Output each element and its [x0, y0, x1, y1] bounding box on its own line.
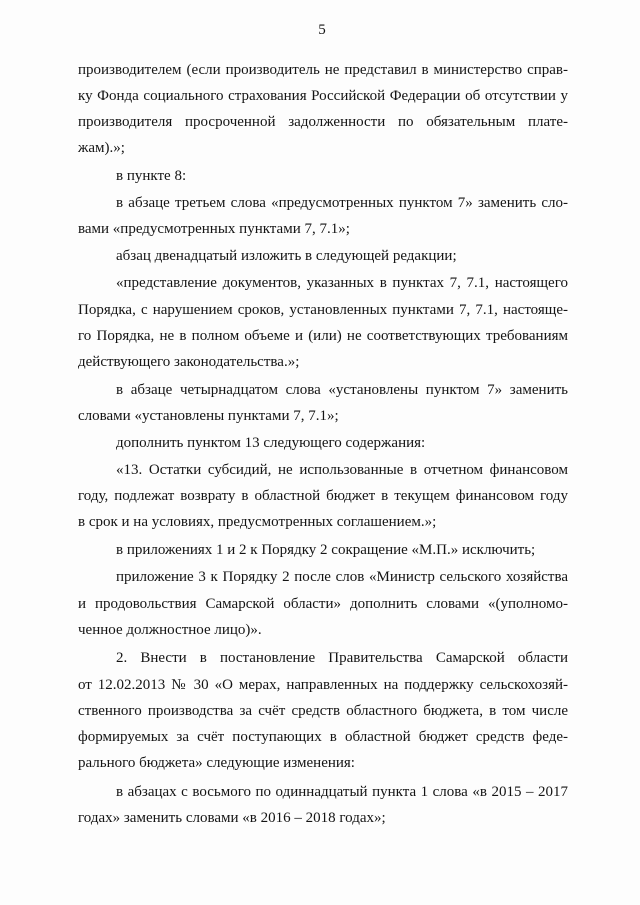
text-line: «представление документов, указанных в пунктах 7, 7.1, настоящего: [116, 275, 568, 291]
text-line: производителем (если производитель не представил в министерство справ-: [78, 62, 568, 78]
text-line: годах» заменить словами «в 2016 – 2018 годах»;: [78, 810, 386, 826]
text-line: рального бюджета» следующие изменения:: [78, 755, 355, 771]
text-line: формируемых за счёт поступающих в областной бюджет средств феде-: [78, 729, 568, 745]
text-line: словами «установлены пунктами 7, 7.1»;: [78, 408, 339, 424]
text-line: в абзацах с восьмого по одиннадцатый пункта 1 слова «в 2015 – 2017: [116, 784, 568, 800]
text-line: дополнить пунктом 13 следующего содержания:: [116, 435, 426, 451]
text-line: ченное должностное лицо)».: [78, 622, 262, 638]
text-line: 2. Внести в постановление Правительства Самарской области: [116, 650, 568, 666]
text-line: действующего законодательства.»;: [78, 354, 300, 370]
text-line: в абзаце третьем слова «предусмотренных пунктом 7» заменить сло-: [116, 195, 568, 211]
text-line: году, подлежат возврату в областной бюджет в текущем финансовом году: [78, 488, 568, 504]
text-line: ственного производства за счёт средств областного бюджета, в том числе: [78, 703, 568, 719]
text-line: производителя просроченной задолженности по обязательным плате-: [78, 114, 568, 130]
text-line: вами «предусмотренных пунктами 7, 7.1»;: [78, 221, 350, 237]
text-line: и продовольствия Самарской области» дополнить словами «(уполномо-: [78, 596, 568, 612]
text-line: Порядка, с нарушением сроков, установленных пунктами 7, 7.1, настояще-: [78, 302, 568, 318]
text-line: абзац двенадцатый изложить в следующей редакции;: [116, 248, 457, 264]
page-number: 5: [318, 22, 326, 38]
text-line: в пункте 8:: [116, 168, 187, 184]
text-line: жам).»;: [78, 140, 125, 156]
text-line: го Порядка, не в полном объеме и (или) не соответствующих требованиям: [78, 328, 568, 344]
text-line: «13. Остатки субсидий, не использованные в отчетном финансовом: [116, 462, 568, 478]
text-line: приложение 3 к Порядку 2 после слов «Министр сельского хозяйства: [116, 569, 568, 585]
text-line: в срок и на условиях, предусмотренных соглашением.»;: [78, 514, 437, 530]
text-line: в приложениях 1 и 2 к Порядку 2 сокращение «М.П.» исключить;: [116, 542, 536, 558]
text-line: от 12.02.2013 № 30 «О мерах, направленных на поддержку сельскохозяй-: [78, 677, 568, 693]
text-line: в абзаце четырнадцатом слова «установлены пунктом 7» заменить: [116, 382, 568, 398]
text-line: ку Фонда социального страхования Российской Федерации об отсутствии у: [78, 88, 568, 104]
